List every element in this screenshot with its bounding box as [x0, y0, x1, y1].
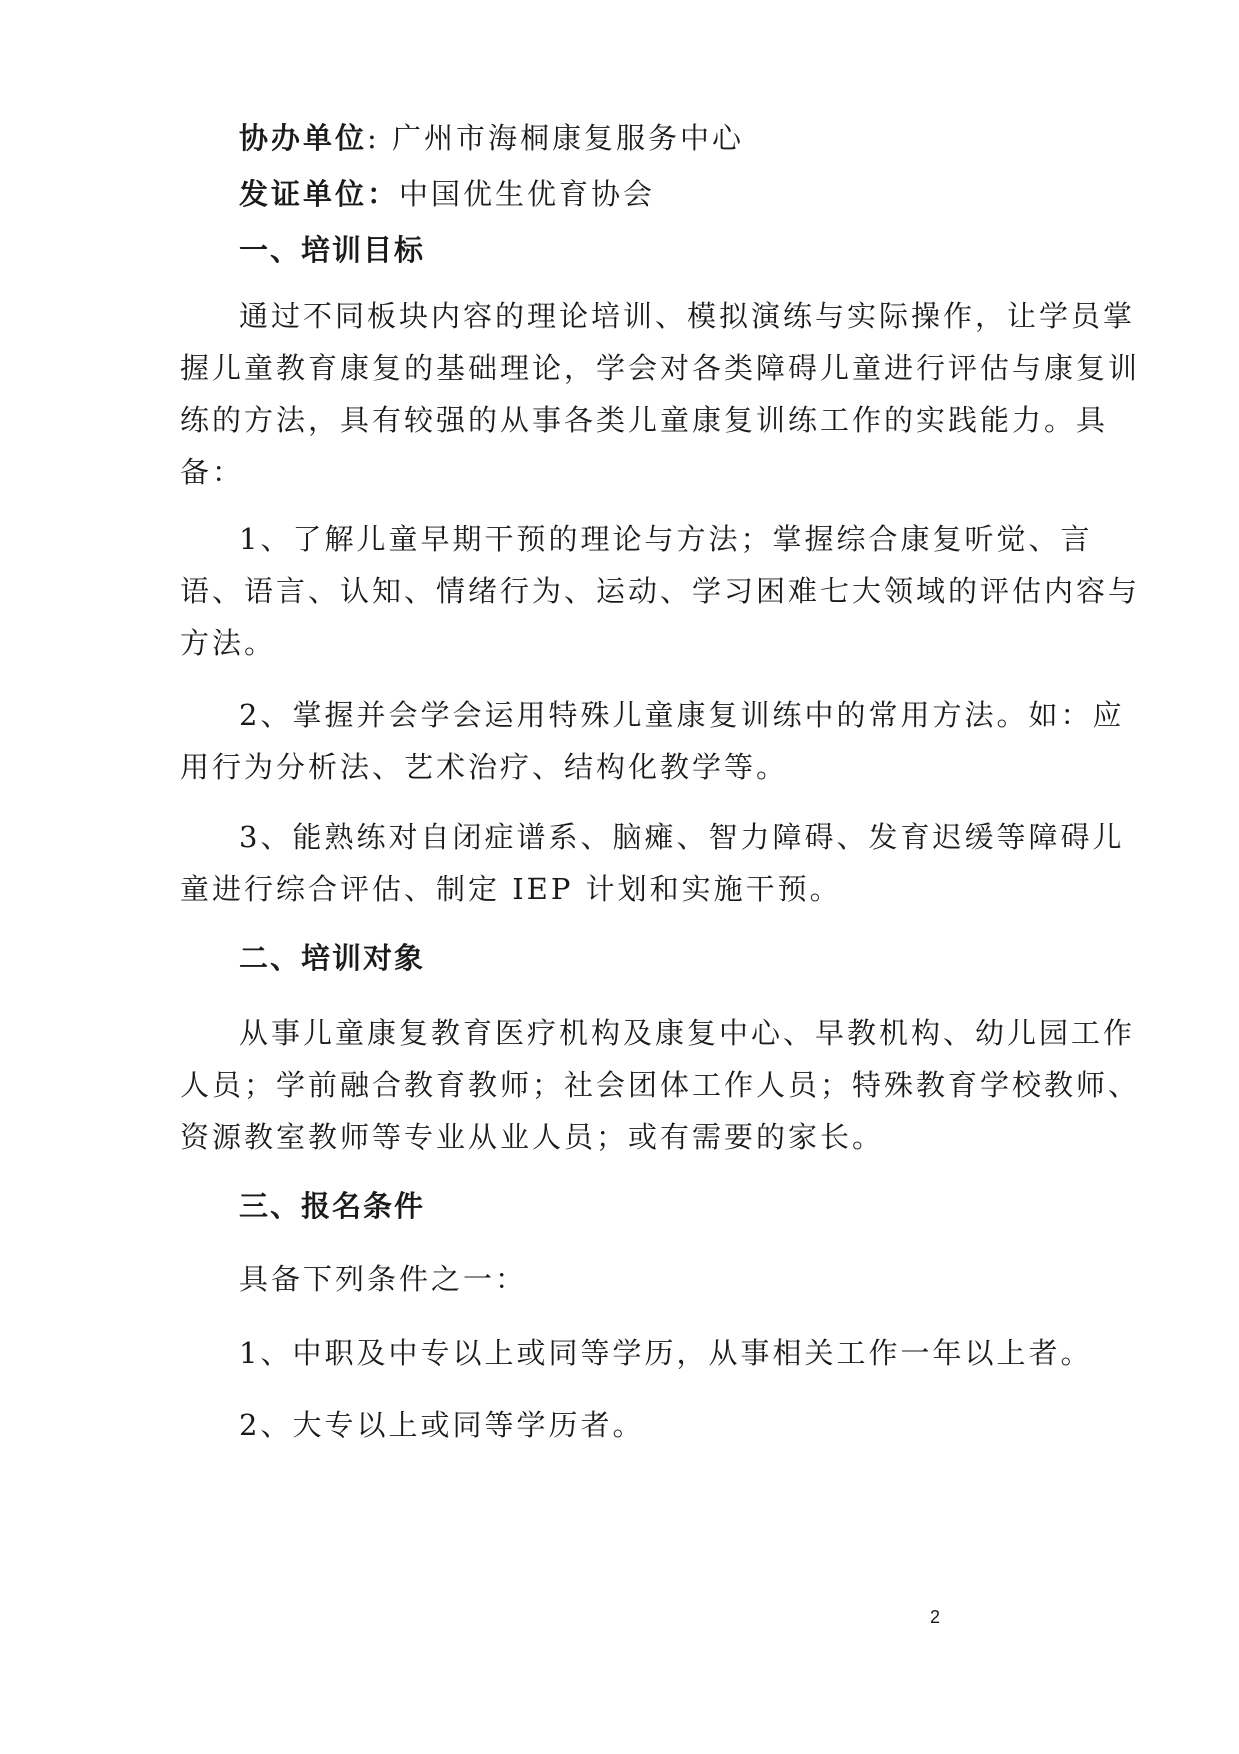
paragraph-line: 练的方法，具有较强的从事各类儿童康复训练工作的实践能力。具: [180, 403, 1109, 437]
co-organizer-label: 协办单位: [239, 121, 368, 155]
list-item-line: 1、中职及中专以上或同等学历，从事相关工作一年以上者。: [239, 1336, 1093, 1370]
co-organizer-value: 广州市海桐康复服务中心: [392, 121, 745, 155]
section-heading-training-goals: 一、培训目标: [239, 233, 426, 267]
section-heading-training-targets: 二、培训对象: [239, 941, 426, 975]
list-item-line: 1、了解儿童早期干预的理论与方法；掌握综合康复听觉、言: [239, 522, 1093, 556]
paragraph-line: 通过不同板块内容的理论培训、模拟演练与实际操作，让学员掌: [239, 299, 1136, 333]
list-item-line: 童进行综合评估、制定 IEP 计划和实施干预。: [180, 872, 842, 906]
co-organizer-line: [239, 118, 744, 158]
paragraph-line: 握儿童教育康复的基础理论，学会对各类障碍儿童进行评估与康复训: [180, 351, 1141, 385]
paragraph-line: 人员；学前融合教育教师；社会团体工作人员；特殊教育学校教师、: [180, 1068, 1141, 1102]
list-item-line: 用行为分析法、艺术治疗、结构化教学等。: [180, 750, 789, 784]
co-organizer-separator: :: [367, 121, 393, 155]
paragraph-line: 从事儿童康复教育医疗机构及康复中心、早教机构、幼儿园工作: [239, 1016, 1136, 1050]
issuer-separator: ：: [367, 177, 400, 211]
paragraph-line: 备：: [180, 455, 245, 489]
list-item-line: 3、能熟练对自闭症谱系、脑瘫、智力障碍、发育迟缓等障碍儿: [239, 820, 1125, 854]
issuer-line: [239, 174, 655, 214]
paragraph-line: 资源教室教师等专业从业人员；或有需要的家长。: [180, 1120, 885, 1154]
list-item-line: 语、语言、认知、情绪行为、运动、学习困难七大领域的评估内容与: [180, 574, 1141, 608]
list-item-line: 2、大专以上或同等学历者。: [239, 1408, 645, 1442]
page-number: 2: [929, 1607, 940, 1627]
issuer-label: 发证单位: [239, 177, 368, 211]
list-item-line: 方法。: [180, 626, 277, 660]
issuer-value: 中国优生优育协会: [399, 177, 656, 211]
section-heading-enrollment-conditions: 三、报名条件: [239, 1189, 426, 1223]
list-item-line: 2、掌握并会学会运用特殊儿童康复训练中的常用方法。如：应: [239, 698, 1125, 732]
paragraph-line: 具备下列条件之一：: [239, 1262, 528, 1296]
